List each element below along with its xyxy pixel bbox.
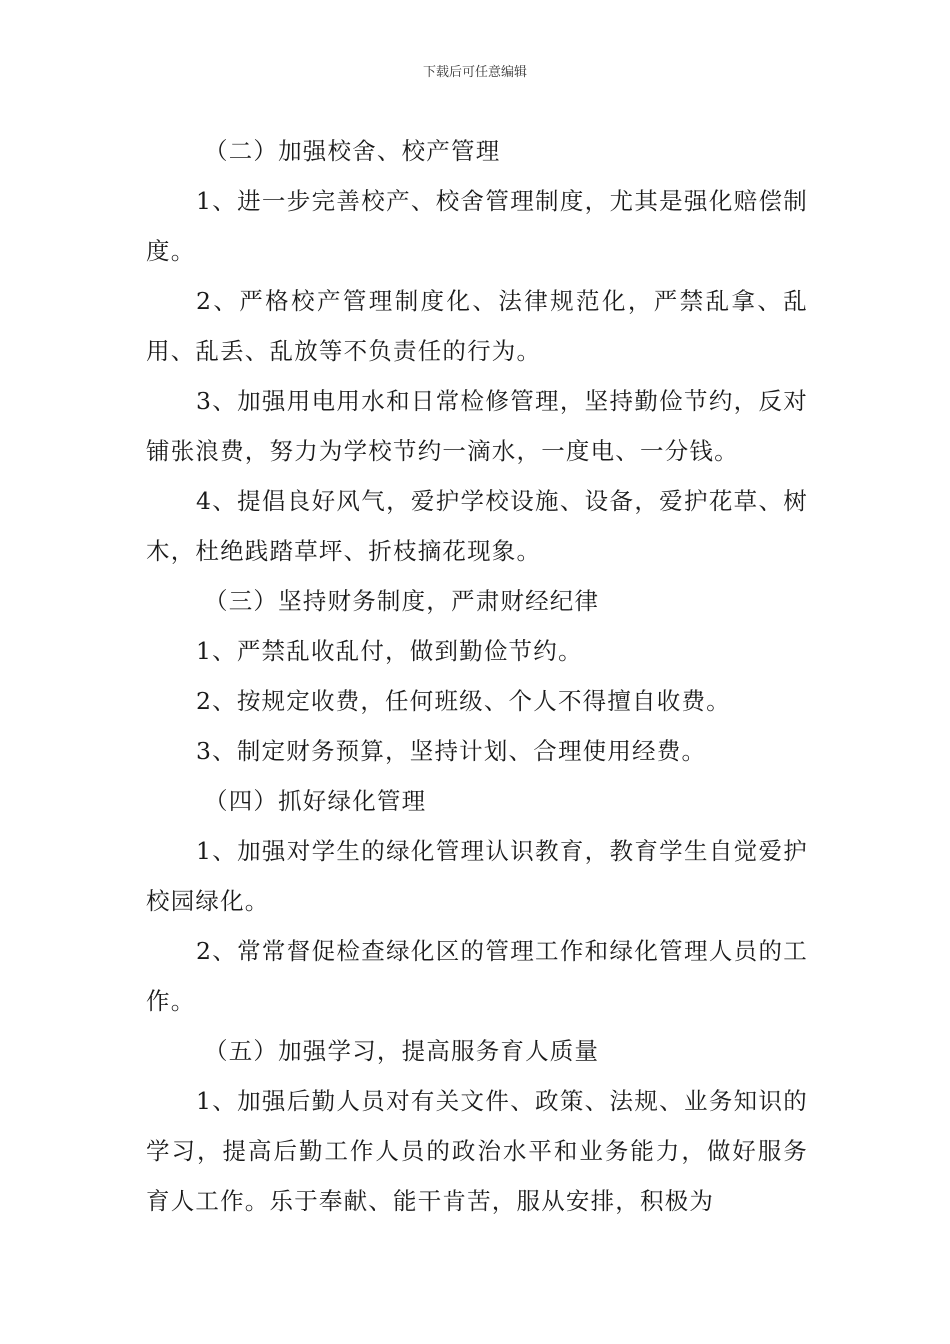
paragraph-item: 1、加强对学生的绿化管理认识教育，教育学生自觉爱护校园绿化。	[146, 837, 808, 915]
paragraph-item: 1、严禁乱收乱付，做到勤俭节约。	[196, 637, 583, 665]
paragraph-item: 3、制定财务预算，坚持计划、合理使用经费。	[196, 737, 707, 765]
paragraph-item: 3、加强用电用水和日常检修管理，坚持勤俭节约，反对铺张浪费，努力为学校节约一滴水，一度电、一分钱。	[146, 387, 808, 465]
paragraph-item: 1、进一步完善校产、校舍管理制度，尤其是强化赔偿制度。	[146, 187, 808, 265]
section-heading-3: （三）坚持财务制度，严肃财经纪律	[204, 587, 600, 615]
section-heading-5: （五）加强学习，提高服务育人质量	[204, 1037, 600, 1065]
paragraph-item: 4、提倡良好风气，爱护学校设施、设备，爱护花草、树木，杜绝践踏草坪、折枝摘花现象。	[146, 487, 808, 565]
paragraph-item: 1、加强后勤人员对有关文件、政策、法规、业务知识的学习，提高后勤工作人员的政治水平和业务能力，做好服务育人工作。乐于奉献、能干肯苦，服从安排，积极为	[146, 1087, 808, 1215]
section-heading-2: （二）加强校舍、校产管理	[204, 137, 501, 165]
page-header: 下载后可任意编辑	[422, 65, 527, 80]
document-body	[146, 126, 808, 1226]
section-heading-4: （四）抓好绿化管理	[204, 787, 427, 815]
paragraph-item: 2、常常督促检查绿化区的管理工作和绿化管理人员的工作。	[146, 937, 808, 1015]
paragraph-item: 2、按规定收费，任何班级、个人不得擅自收费。	[196, 687, 731, 715]
paragraph-item: 2、严格校产管理制度化、法律规范化，严禁乱拿、乱用、乱丢、乱放等不负责任的行为。	[146, 287, 808, 365]
